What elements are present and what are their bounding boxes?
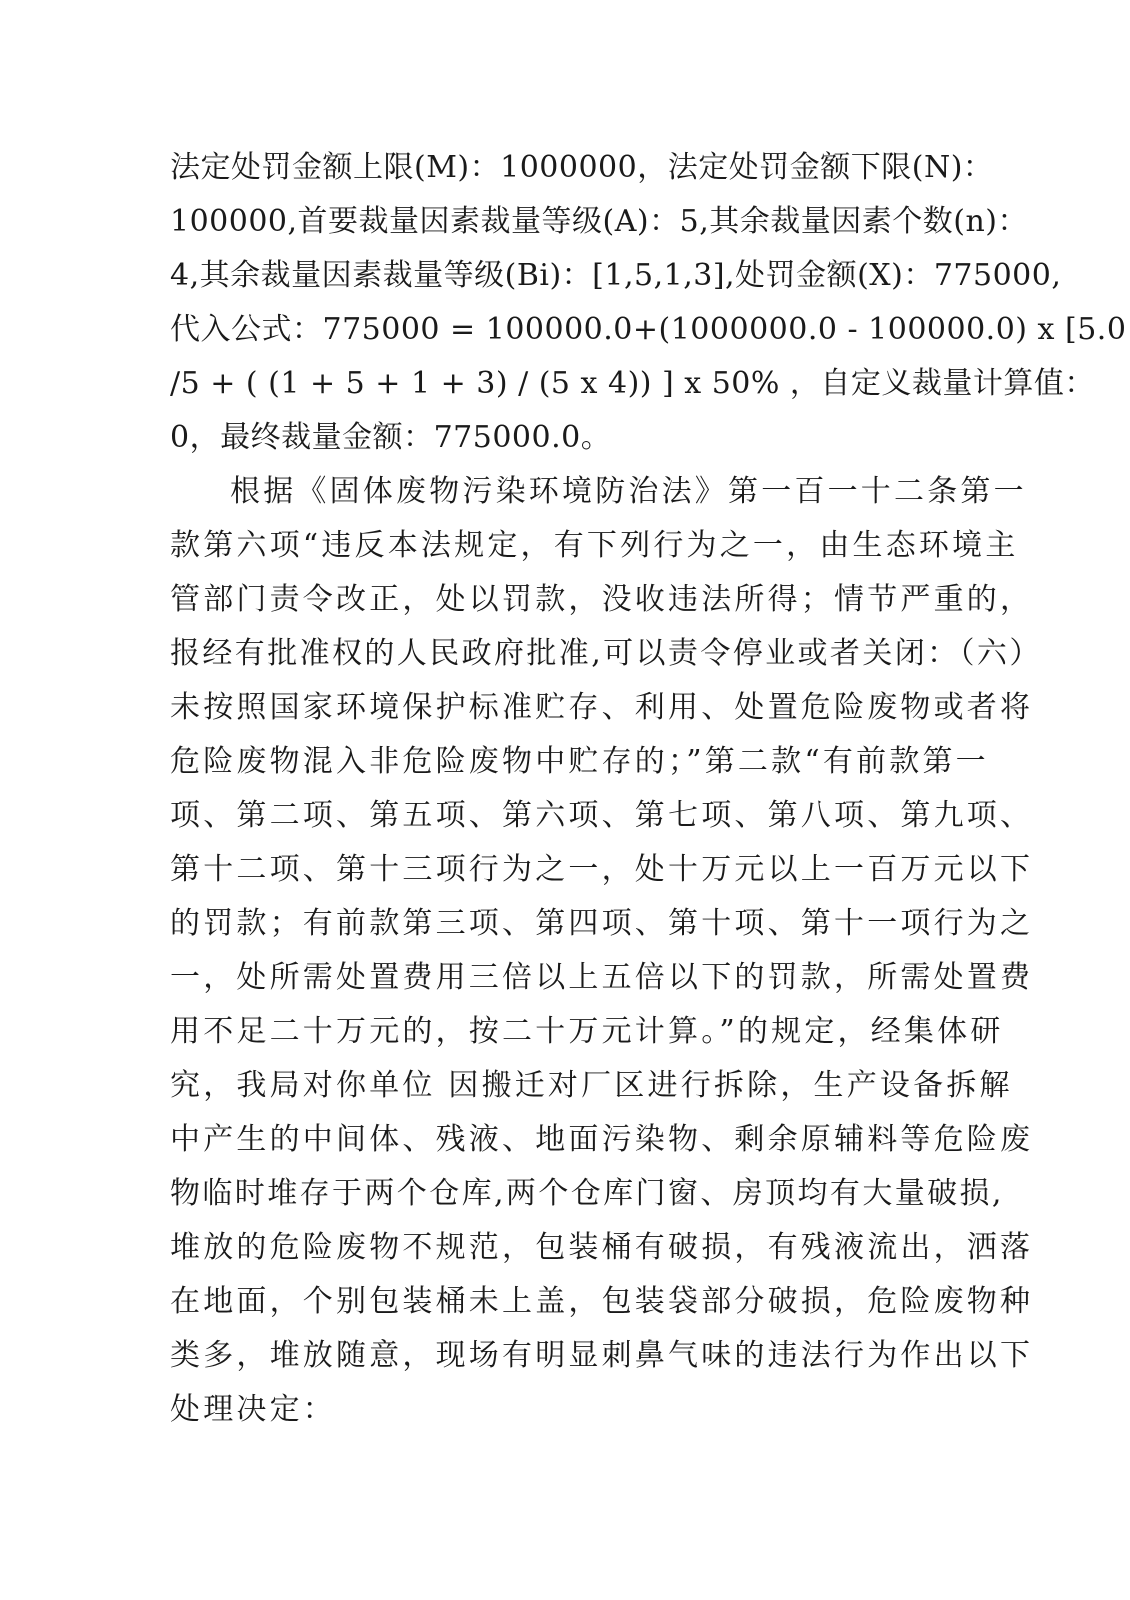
- text-line: 报经有批准权的人民政府批准,可以责令停业或者关闭：（六）: [170, 636, 1042, 671]
- text-line: 法定处罚金额上限(M)：1000000，法定处罚金额下限(N)：: [170, 150, 994, 185]
- text-line: 未按照国家环境保护标准贮存、利用、处置危险废物或者将: [170, 690, 1034, 725]
- text-line: 危险废物混入非危险废物中贮存的；”第二款“有前款第一: [170, 744, 989, 779]
- text-line: 堆放的危险废物不规范，包装桶有破损，有残液流出，洒落: [170, 1230, 1034, 1265]
- text-line: 在地面，个别包装桶未上盖，包装袋部分破损，危险废物种: [170, 1284, 1034, 1319]
- text-line: 一，处所需处置费用三倍以上五倍以下的罚款，所需处置费: [170, 960, 1034, 995]
- text-line: 代入公式：775000 = 100000.0+(1000000.0 - 100000.0) x [5.0: [170, 312, 1127, 347]
- text-line: 项、第二项、第五项、第六项、第七项、第八项、第九项、: [170, 798, 1034, 833]
- text-line: 类多，堆放随意，现场有明显刺鼻气味的违法行为作出以下: [170, 1338, 1034, 1373]
- text-line: 物临时堆存于两个仓库,两个仓库门窗、房顶均有大量破损,: [170, 1176, 1004, 1211]
- text-line: 根据《固体废物污染环境防治法》第一百一十二条第一: [230, 474, 1027, 509]
- text-line: 的罚款；有前款第三项、第四项、第十项、第十一项行为之: [170, 906, 1034, 941]
- text-line: 究，我局对你单位 因搬迁对厂区进行拆除，生产设备拆解: [170, 1068, 1013, 1103]
- text-line: 第十二项、第十三项行为之一，处十万元以上一百万元以下: [170, 852, 1034, 887]
- text-line: 处理决定：: [170, 1392, 336, 1427]
- text-line: 0，最终裁量金额：775000.0。: [170, 420, 612, 455]
- text-line: 用不足二十万元的，按二十万元计算。”的规定，经集体研: [170, 1014, 1004, 1049]
- text-line: 管部门责令改正，处以罚款，没收违法所得；情节严重的，: [170, 582, 1034, 617]
- text-line: 款第六项“违反本法规定，有下列行为之一，由生态环境主: [170, 528, 1019, 563]
- text-line: 100000,首要裁量因素裁量等级(A)：5,其余裁量因素个数(n)：: [170, 204, 1028, 239]
- text-line: 4,其余裁量因素裁量等级(Bi)：[1,5,1,3],处罚金额(X)：775000,: [170, 258, 1062, 293]
- text-line: /5 + ( (1 + 5 + 1 + 3) / (5 x 4)) ] x 50% ，自定义裁量计算值：: [170, 366, 1095, 401]
- text-line: 中产生的中间体、残液、地面污染物、剩余原辅料等危险废: [170, 1122, 1034, 1157]
